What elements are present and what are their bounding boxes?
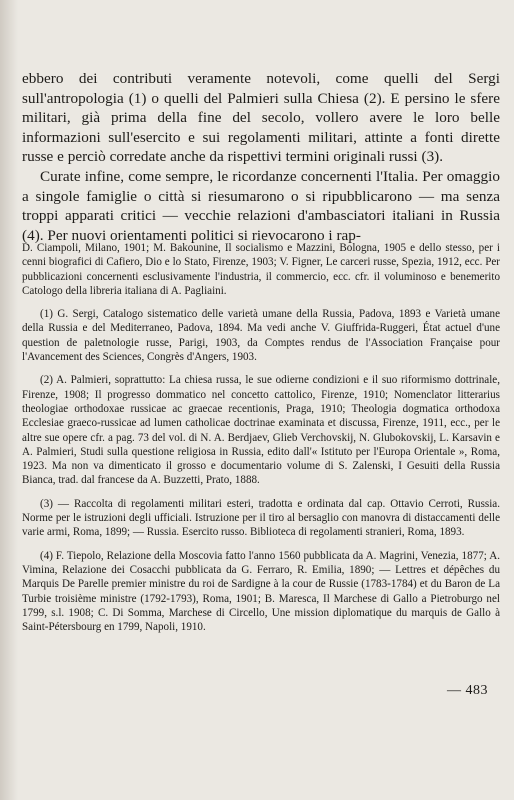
footnote-3: (3) — Raccolta di regolamenti militari esteri, tradotta e ordinata dal cap. Ottavio Cerroti, Russia. Norme per le istruzioni degli ufficiali. Istruzione per il tiro al bersaglio con manovra di distaccamenti delle varie armi, Roma, 1899; — Russia. Esercito russo. Biblioteca di regolamenti stranieri, Roma, 1893.	[22, 497, 500, 539]
footnote-4: (4) F. Tiepolo, Relazione della Moscovia fatto l'anno 1560 pubblicata da A. Magrini, Venezia, 1877; A. Vimina, Relazione dei Cosacchi pubblicata da G. Ferraro, R. Emilia, 1890; — Lettres et dépêches du Marquis De Parelle premier ministre du roi de Sardigne à la cour de Russie (1783-1784) et du Baron de La Turbie troisième ministre (1792-1793), Roma, 1901; B. Maresca, Il Marchese di Gallo a Pietroburgo nel 1799, s.l. 1908; C. Di Somma, Marchese di Circello, Une mission diplomatique du marquis de Gallo à Saint-Pétersbourg en 1799, Napoli, 1910.	[22, 549, 500, 634]
body-paragraph-1: ebbero dei contributi veramente notevoli, come quelli del Sergi sull'antropologia (1) o quelli del Palmieri sulla Chiesa (2). E persino le sfere militari, già prima della fine del secolo, vollero avere le loro belle informazioni sull'esercito e sui regolamenti militari, attinte a fonti dirette russe e perciò corredate anche da rispettivi termini originali russi (3).	[22, 70, 500, 166]
page-number: — 483	[447, 683, 488, 698]
footnote-2: (2) A. Palmieri, soprattutto: La chiesa russa, le sue odierne condizioni e il suo riformismo dottrinale, Firenze, 1908; Il progresso dommatico nel concetto cattolico, Firenze, 1910; Nomenclator litterarius theologiae orthodoxae russicae ac graecae recentionis, Praga, 1910; Theologia dogmatica orthodoxa Ecclesiae graeco-russicae ad lumen catholicae doctrinae examinata et discussa, Firenze, 1911, ecc., per le altre sue opere cfr. a pag. 73 del vol. di N. A. Berdjaev, Glieb Verchovskij, N. Glubokovskij, L. Karsavin e A. Palmieri, Studi sulla questione religiosa in Russia, edito dall'« Istituto per l'Europa Orientale », Roma, 1923. Ma non va dimenticato il grosso e documentario volume di S. Zalenski, I Gesuiti della Russia Bianca, trad. dal francese da A. Buzzetti, Prato, 1888.	[22, 374, 500, 487]
page-gutter-shadow	[0, 0, 18, 800]
body-paragraph-2: Curate infine, come sempre, le ricordanze concernenti l'Italia. Per omaggio a singole famiglie o città si riesumarono o si ripubblicarono — ma senza troppi apparati critici — vecchie relazioni d'ambasciatori italiani in Russia (4). Per nuovi orientamenti politici si rievocarono i rap-	[22, 167, 500, 244]
footnote-continuation: D. Ciampoli, Milano, 1901; M. Bakounine, Il socialismo e Mazzini, Bologna, 1905 e dello stesso, per i cenni biografici di Cafiero, Dio e lo Stato, Firenze, 1903; V. Figner, Le carceri russe, Spezia, 1912, ecc. Per pubblicazioni concernenti esclusivamente l'industria, il commercio, ecc. cfr. il voluminoso e benemerito Catologo della libreria italiana di A. Pagliaini.	[22, 242, 500, 297]
footnote-1: (1) G. Sergi, Catalogo sistematico delle varietà umane della Russia, Padova, 1893 e Varietà umane della Russia e del Mediterraneo, Padova, 1894. Ma vedi anche V. Giuffrida-Ruggeri, État actuel d'une question de paletnologie russe, Parigi, 1903, da Comptes rendus de l'Association Française pour l'Avancement des Sciences, Congrès d'Angers, 1903.	[22, 308, 500, 364]
main-text	[22, 69, 500, 245]
footnotes	[22, 241, 500, 643]
